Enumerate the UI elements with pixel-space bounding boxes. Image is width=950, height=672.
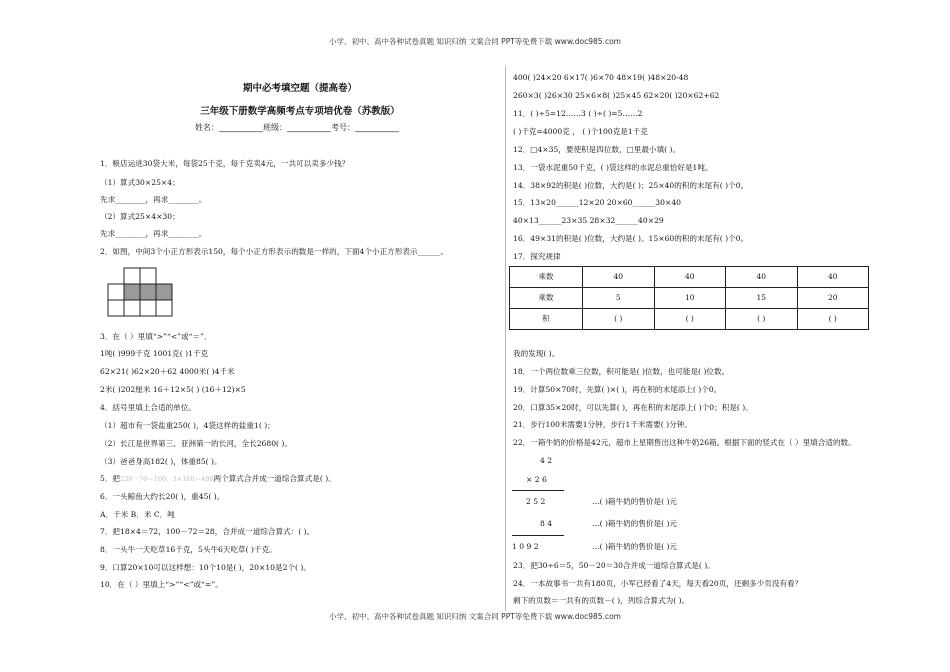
question-5-suffix: 两个算式合并成一道综合算式是( )。 (213, 474, 336, 483)
question-9: 9．口算20×10可以这样想：10个10是( )，20×10是2个( )。 (100, 563, 311, 572)
question-3: 3．在（ ）里填“>”“<”或“＝”． (100, 332, 212, 341)
page-title: 期中必考填空题（提高卷） (242, 83, 357, 94)
question-19: 19．计算50×70时，先算( )×( )，再在积的末尾添上( )个0。 (513, 385, 722, 394)
question-7: 7．把18×4＝72，100－72＝28，合并成一道综合算式：( )。 (100, 527, 315, 536)
question-1-part-2: （2）算式25×4×30； (100, 212, 180, 221)
question-5-formulas: 230－70＝160，3×160＝480 (120, 475, 214, 483)
table-cell: 40 (583, 267, 655, 288)
square-bottom-2 (124, 300, 140, 316)
square-bottom-4 (156, 300, 172, 316)
page-subtitle: 三年级下册数学高频考点专项培优卷（苏教版） (200, 106, 400, 117)
question-16: 16．49×31的积是( )位数，大约是( )。15×60的积的末尾有( )个0。 (513, 234, 749, 243)
question-10-row-1: 400( )24×20 6×17( )6×70 48×19( )48×20-48 (513, 73, 689, 82)
question-1-part-1: （1）算式30×25×4； (100, 178, 180, 187)
question-1-fill-1: 先求________，再求________。 (100, 195, 207, 204)
question-11-row-1: 11．( )÷5=12……3 ( )÷( )=5……2 (513, 109, 643, 118)
table-cell: 15 (726, 288, 798, 309)
square-top-right (140, 268, 156, 284)
pattern-table (509, 266, 869, 330)
question-15-row-1: 15．13×20______12×20 20×60______30×40 (513, 198, 681, 207)
calc-underline-1 (512, 490, 564, 491)
question-24: 24．一本故事书一共有180页，小军已经看了4天，每天看20页，还剩多少页没有看？ (513, 579, 803, 588)
calc-underline-2 (512, 535, 564, 536)
question-3-row-1: 1吨( )999千克 1001克( )1千克 (100, 349, 209, 358)
page-footer: 小学、初中、高中各种试卷真题 知识归纳 文案合同 PPT等免费下载 www.doc985.com (329, 612, 621, 621)
vertical-calc-row-1: 4 2 (540, 456, 553, 465)
table-cell: ( ) (583, 309, 655, 330)
question-14: 14．38×92的积是( )位数，大约是( )；25×40的积的末尾有( )个0。 (513, 181, 749, 190)
table-cell: 10 (654, 288, 726, 309)
square-pyramid-figure (104, 266, 176, 322)
column-divider (505, 66, 506, 611)
table-row-label: 乘数 (510, 288, 583, 309)
table-cell: 40 (726, 267, 798, 288)
square-top-left (124, 268, 140, 284)
square-middle-shaded-3 (156, 284, 172, 300)
question-18: 18．一个两位数乘三位数，积可能是( )位数，也可能是( )位数。 (513, 367, 730, 376)
question-8: 8．一头牛一天吃草16千克，5头牛6天吃草( )千克。 (100, 545, 277, 554)
question-24-fill: 剩下的页数＝一共有的页数－( )，列综合算式为( )。 (513, 596, 690, 605)
table-cell: 20 (797, 288, 869, 309)
question-12: 12．□4×35，要使积是四位数，□里最小填( )。 (513, 145, 681, 154)
table-cell: ( ) (797, 309, 869, 330)
vertical-calc-row-2: × 2 6 (526, 475, 547, 484)
discovery-line: 我的发现( )。 (513, 349, 560, 358)
square-middle-edge-left (108, 284, 124, 300)
table-row-label: 乘数 (510, 267, 583, 288)
table-cell: ( ) (726, 309, 798, 330)
table-cell: 5 (583, 288, 655, 309)
vertical-calc-answer-1: …( )箱牛奶的售价是( )元 (592, 497, 678, 506)
question-13: 13．一袋水泥重50千克，( )袋这样的水泥总重恰好是1吨。 (513, 163, 713, 172)
question-4-part-1: （1）超市有一袋盐重250( )，4袋这样的盐重1( )； (100, 421, 275, 430)
vertical-calc-answer-2: …( )箱牛奶的售价是( )元 (592, 519, 678, 528)
square-middle-shaded-2 (140, 284, 156, 300)
question-21: 21．步行100米需要1分钟，步行1千米需要( )分钟。 (513, 420, 692, 429)
question-3-row-2: 62×21( )62×20＋62 4000米( )4千米 (100, 367, 235, 376)
question-6: 6．一头鲸鱼大约长20( )，重45( )。 (100, 492, 225, 501)
page-header: 小学、初中、高中各种试卷真题 知识归纳 文案合同 PPT等免费下载 www.doc985.com (329, 37, 621, 46)
table-row (510, 267, 869, 288)
question-1-fill-2: 先求________，再求________。 (100, 229, 207, 238)
question-4: 4．括号里填上合适的单位。 (100, 403, 196, 412)
question-5 (100, 475, 336, 483)
question-6-options: A．千米 B．米 C．吨 (100, 510, 175, 519)
question-22: 22．一箱牛奶的价格是42元，超市上星期售出这种牛奶26箱。根据下面的竖式在（ ）里填合适的数。 (513, 438, 856, 447)
question-5-prefix: 5．把 (100, 474, 121, 483)
vertical-calc-answer-3: …( )箱牛奶的售价是( )元 (592, 542, 678, 551)
square-bottom-1 (108, 300, 124, 316)
table-cell: 40 (797, 267, 869, 288)
question-1: 1．粮店运进30袋大米，每袋25千克，每千克卖4元，一共可以卖多少钱？ (100, 159, 350, 168)
question-20: 20．口算35×20时，可以先算( )，再在积的末尾添上( )个0；积是( )。 (513, 403, 753, 412)
question-11-row-2: ( )千克=4000克 ， ( )个100克是1千克 (513, 127, 648, 136)
table-cell: 40 (654, 267, 726, 288)
question-4-part-2: （2）长江是世界第三、亚洲第一的长河，全长2680( )。 (100, 439, 292, 448)
question-17: 17．探究规律 (513, 252, 561, 261)
table-row-label: 积 (510, 309, 583, 330)
table-cell: ( ) (654, 309, 726, 330)
question-3-row-3: 2米( )202厘米 16＋12×5( ) (16＋12)×5 (100, 385, 246, 394)
question-23: 23．把30÷6＝5，50－20＝30合并成一道综合算式是( )。 (513, 561, 715, 570)
student-info: 姓名：___________班级：___________考号：___________ (195, 123, 399, 132)
table-row (510, 288, 869, 309)
vertical-calc-row-4: 8 4 (540, 519, 553, 528)
square-bottom-3 (140, 300, 156, 316)
question-2: 2．如图，中间3个小正方形表示150，每个小正方形表示的数是一样的，下面4个小正方形表示______。 (100, 247, 448, 256)
question-10-row-2: 260×3( )26×30 25×6×8( )25×45 62×20( )20×62+62 (513, 91, 720, 100)
square-middle-shaded-1 (124, 284, 140, 300)
question-15-row-2: 40×13______23×35 28×32______40×29 (513, 216, 664, 225)
table-row (510, 309, 869, 330)
question-10: 10．在（ ）里填上“>”“<”或“=”。 (100, 580, 223, 589)
question-4-part-3: （3）爸爸身高182( )，体重85( )。 (100, 457, 222, 466)
vertical-calc-row-5: 1 0 9 2 (512, 542, 539, 551)
vertical-calc-row-3: 2 5 2 (526, 497, 546, 506)
